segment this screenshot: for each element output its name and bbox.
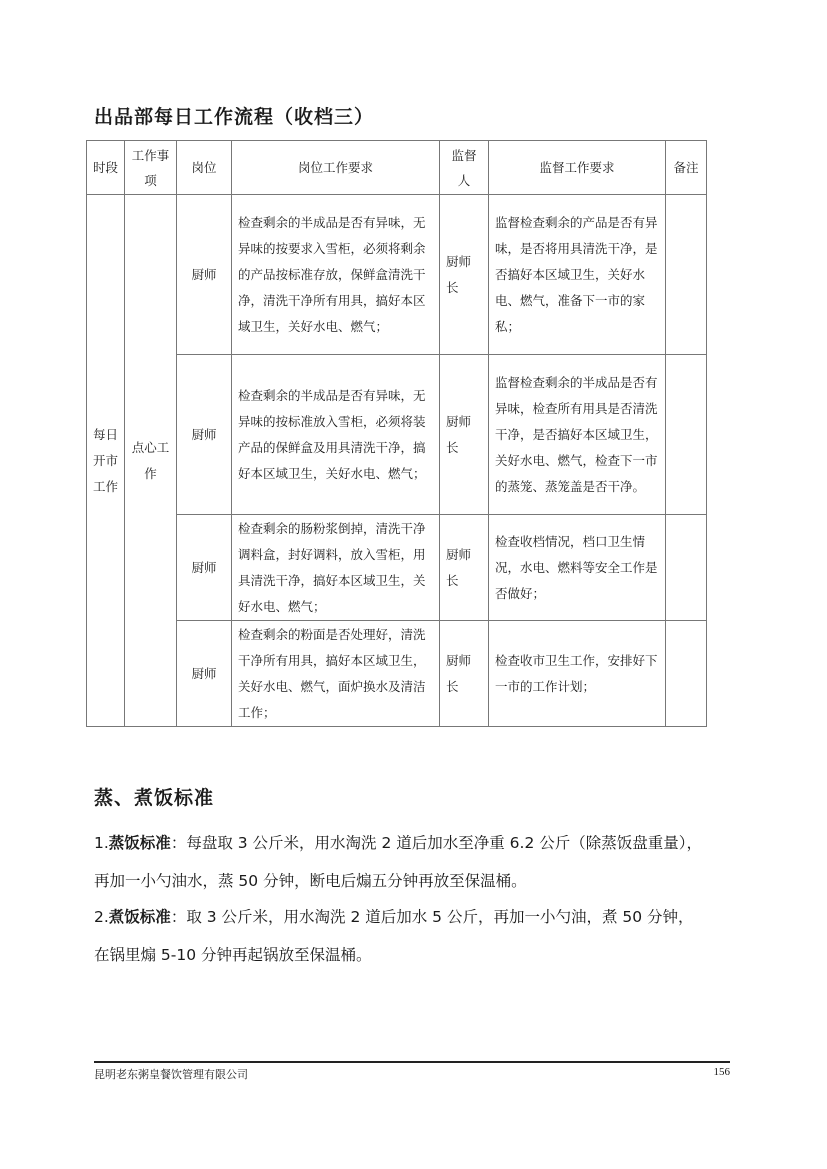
- supervisor-cell: 厨师长: [440, 621, 489, 727]
- remark-cell: [666, 515, 707, 621]
- supervision-requirement-cell: 检查收档情况，档口卫生情况，水电、燃料等安全工作是否做好；: [489, 515, 666, 621]
- header-post: 岗位: [177, 141, 232, 195]
- post-requirement-cell: 检查剩余的粉面是否处理好，清洗干净所有用具，搞好本区域卫生，关好水电、燃气，面炉换水及清洁工作；: [232, 621, 440, 727]
- header-post-requirements: 岗位工作要求: [232, 141, 440, 195]
- boiled-rice-paragraph: [94, 898, 734, 974]
- steamed-rice-paragraph: [94, 824, 734, 900]
- post-cell: 厨师: [177, 621, 232, 727]
- page-number: 156: [713, 1066, 730, 1078]
- supervisor-cell: 厨师长: [440, 355, 489, 515]
- supervisor-cell: 厨师长: [440, 195, 489, 355]
- item-text: ：每盘取 3 公斤米，用水淘洗 2 道后加水至净重 6.2 公斤（除蒸饭盘重量），: [170, 834, 703, 852]
- header-supervision-requirements: 监督工作要求: [489, 141, 666, 195]
- post-cell: 厨师: [177, 515, 232, 621]
- header-task: 工作事项: [125, 141, 177, 195]
- supervision-requirement-cell: 检查收市卫生工作，安排好下一市的工作计划；: [489, 621, 666, 727]
- supervision-requirement-cell: 监督检查剩余的半成品是否有异味，检查所有用具是否清洗干净，是否搞好本区域卫生，关好水电、燃气，检查下一市的蒸笼、蒸笼盖是否干净。: [489, 355, 666, 515]
- footer-company: 昆明老东粥皇餐饮管理有限公司: [94, 1068, 248, 1081]
- remark-cell: [666, 355, 707, 515]
- header-period: 时段: [87, 141, 125, 195]
- item-text: ：取 3 公斤米，用水淘洗 2 道后加水 5 公斤，再加一小勺油，煮 50 分钟，: [170, 908, 694, 926]
- paragraph-line: 在锅里煽 5-10 分钟再起锅放至保温桶。: [94, 946, 372, 964]
- post-requirement-cell: 检查剩余的半成品是否有异味，无异味的按要求入雪柜，必须将剩余的产品按标准存放，保鲜盒清洗干净，清洗干净所有用具，搞好本区域卫生，关好水电、燃气；: [232, 195, 440, 355]
- header-remark: 备注: [666, 141, 707, 195]
- header-supervisor: 监督人: [440, 141, 489, 195]
- item-number: 1.: [94, 834, 109, 852]
- supervisor-cell: 厨师长: [440, 515, 489, 621]
- item-label: 蒸饭标准: [108, 834, 171, 852]
- footer-divider: [94, 1061, 730, 1063]
- remark-cell: [666, 195, 707, 355]
- supervision-requirement-cell: 监督检查剩余的产品是否有异味，是否将用具清洗干净，是否搞好本区域卫生，关好水电、燃气，准备下一市的家私；: [489, 195, 666, 355]
- workflow-table: [86, 140, 707, 727]
- table-row: [87, 195, 707, 355]
- paragraph-line: 再加一小勺油水，蒸 50 分钟，断电后煽五分钟再放至保温桶。: [94, 872, 527, 890]
- table-header-row: [87, 141, 707, 195]
- post-requirement-cell: 检查剩余的肠粉浆倒掉，清洗干净调料盒，封好调料，放入雪柜，用具清洗干净，搞好本区域卫生，关好水电、燃气；: [232, 515, 440, 621]
- paragraph-line: [94, 824, 734, 862]
- paragraph-line: [94, 898, 734, 936]
- item-number: 2.: [94, 908, 109, 926]
- period-cell: 每日开市工作: [87, 195, 125, 727]
- item-label: 煮饭标准: [108, 908, 171, 926]
- post-cell: 厨师: [177, 195, 232, 355]
- table-row: [87, 621, 707, 727]
- remark-cell: [666, 621, 707, 727]
- table-row: [87, 355, 707, 515]
- table-row: [87, 515, 707, 621]
- post-cell: 厨师: [177, 355, 232, 515]
- section-title-rice-standard: 蒸、煮饭标准: [94, 787, 215, 809]
- post-requirement-cell: 检查剩余的半成品是否有异味，无异味的按标准放入雪柜，必须将装产品的保鲜盒及用具清洗干净，搞好本区域卫生，关好水电、燃气；: [232, 355, 440, 515]
- section-title-workflow: 出品部每日工作流程（收档三）: [94, 106, 375, 128]
- task-cell: 点心工作: [125, 195, 177, 727]
